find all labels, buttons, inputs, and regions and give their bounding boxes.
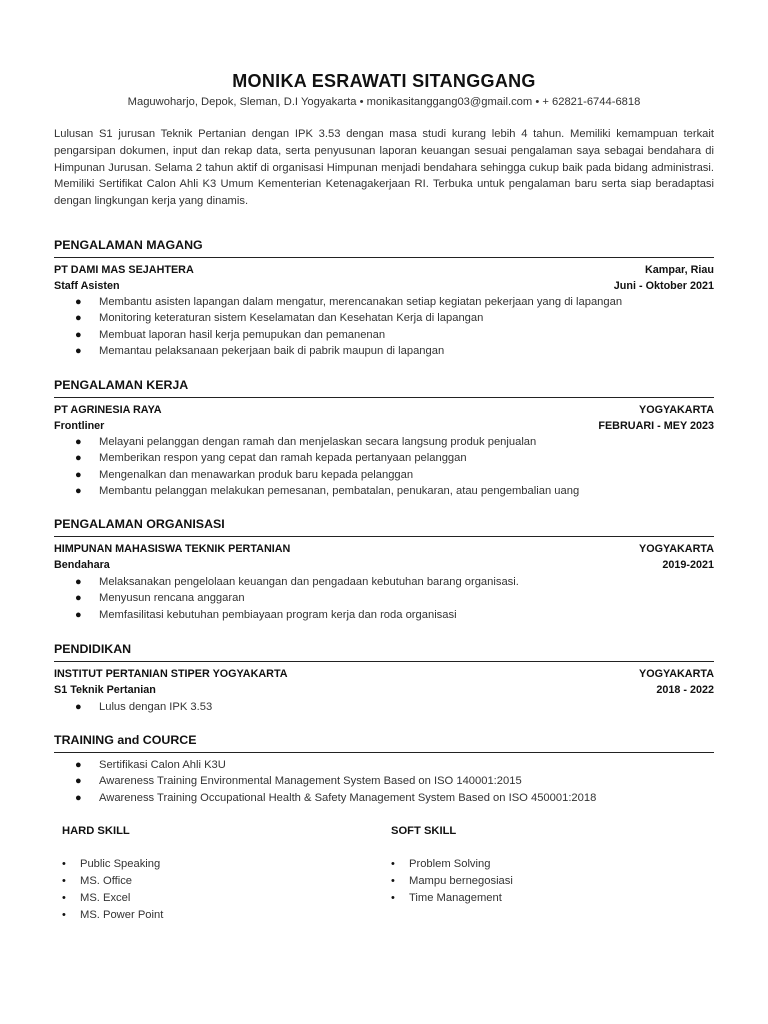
section-divider xyxy=(54,536,714,537)
section-title-kerja: PENGALAMAN KERJA xyxy=(54,378,189,392)
skill-item xyxy=(60,907,163,924)
bullet-icon: ● xyxy=(75,312,82,325)
skill-item xyxy=(60,873,163,890)
bullet-icon: • xyxy=(391,875,395,887)
list-item-text: Awareness Training Environmental Management System Based on ISO 140001:2015 xyxy=(99,775,522,788)
hard-skill-title: HARD SKILL xyxy=(62,825,130,837)
list-item-text: Awareness Training Occupational Health & Safety Management System Based on ISO 450001:2018 xyxy=(99,791,597,804)
list-item-text: Memberikan respon yang cepat dan ramah kepada pertanyaan pelanggan xyxy=(99,452,467,465)
organization-name: HIMPUNAN MAHASISWA TEKNIK PERTANIAN xyxy=(54,543,291,555)
bullet-icon: • xyxy=(62,892,66,904)
list-item xyxy=(54,574,714,590)
list-item xyxy=(54,434,714,450)
period: FEBRUARI - MEY 2023 xyxy=(598,420,714,432)
period: Juni - Oktober 2021 xyxy=(613,280,714,292)
list-item-text: Melaksanakan pengelolaan keuangan dan pengadaan kebutuhan barang organisasi. xyxy=(99,576,519,588)
location: YOGYAKARTA xyxy=(639,404,714,416)
list-item xyxy=(54,699,714,715)
list-item-text: Membuat laporan hasil kerja pemupukan dan pemanenan xyxy=(99,328,386,341)
list-item xyxy=(54,450,714,466)
skill-text: Public Speaking xyxy=(80,858,161,870)
bullet-list xyxy=(54,574,714,623)
bullet-icon: ● xyxy=(75,592,82,605)
bullet-list xyxy=(54,699,714,715)
bullet-icon: • xyxy=(62,858,66,870)
skill-text: MS. Power Point xyxy=(80,909,164,921)
section-title-organisasi: PENGALAMAN ORGANISASI xyxy=(54,517,225,531)
skill-item xyxy=(389,890,513,907)
bullet-list xyxy=(54,757,714,806)
location: YOGYAKARTA xyxy=(639,668,714,680)
section-title-magang: PENGALAMAN MAGANG xyxy=(54,238,203,252)
list-item xyxy=(54,590,714,606)
section-divider xyxy=(54,257,714,258)
period: 2018 - 2022 xyxy=(656,684,714,696)
period: 2019-2021 xyxy=(662,559,714,571)
soft-skill-list xyxy=(389,856,513,907)
section-title-training: TRAINING and COURCE xyxy=(54,733,197,747)
bullet-icon: • xyxy=(62,909,66,921)
list-item-text: Mengenalkan dan menawarkan produk baru kepada pelanggan xyxy=(99,468,414,481)
section-divider xyxy=(54,661,714,662)
organization-name: PT DAMI MAS SEJAHTERA xyxy=(54,264,194,276)
list-item-text: Membantu pelanggan melakukan pemesanan, pembatalan, penukaran, atau pengembalian uang xyxy=(99,485,580,498)
list-item xyxy=(54,483,714,499)
bullet-icon: ● xyxy=(75,701,82,713)
entry-subheader xyxy=(54,684,714,700)
bullet-icon: ● xyxy=(75,791,82,804)
list-item xyxy=(54,327,714,343)
bullet-icon: ● xyxy=(75,775,82,788)
skill-item xyxy=(60,890,163,907)
bullet-icon: ● xyxy=(75,485,82,498)
role: Staff Asisten xyxy=(54,280,120,292)
list-item-text: Memfasilitasi kebutuhan pembiayaan program kerja dan roda organisasi xyxy=(99,608,457,621)
soft-skill-title: SOFT SKILL xyxy=(391,825,457,837)
role: Frontliner xyxy=(54,420,105,432)
entry-header xyxy=(54,404,714,420)
list-item-text: Memantau pelaksanaan pekerjaan baik di pabrik maupun di lapangan xyxy=(99,345,445,358)
section-divider xyxy=(54,752,714,753)
bullet-icon: ● xyxy=(75,608,82,621)
skill-text: Mampu bernegosiasi xyxy=(409,875,513,887)
skill-text: MS. Excel xyxy=(80,892,131,904)
list-item-text: Sertifikasi Calon Ahli K3U xyxy=(99,759,226,771)
list-item xyxy=(54,310,714,326)
list-item xyxy=(54,607,714,623)
role: Bendahara xyxy=(54,559,110,571)
bullet-list xyxy=(54,294,714,360)
bullet-icon: ● xyxy=(75,576,82,588)
degree: S1 Teknik Pertanian xyxy=(54,684,156,696)
list-item xyxy=(54,343,714,359)
entry-header xyxy=(54,668,714,684)
bullet-icon: ● xyxy=(75,468,82,481)
entry-header xyxy=(54,264,714,280)
list-item-text: Melayani pelanggan dengan ramah dan menjelaskan secara langsung produk penjualan xyxy=(99,436,537,448)
bullet-icon: ● xyxy=(75,328,82,341)
list-item xyxy=(54,467,714,483)
skill-item xyxy=(389,856,513,873)
organization-name: PT AGRINESIA RAYA xyxy=(54,404,162,416)
bullet-icon: ● xyxy=(75,452,82,465)
list-item xyxy=(54,773,714,789)
contact-line: Maguwoharjo, Depok, Sleman, D.I Yogyakarta • monikasitanggang03@gmail.com • + 62821-6744-6818 xyxy=(127,96,641,108)
bullet-list xyxy=(54,434,714,500)
summary-paragraph: Lulusan S1 jurusan Teknik Pertanian dengan IPK 3.53 dengan masa studi kurang lebih 4 tahun. Memiliki kemampuan terkait pengarsipan dokumen, input dan rekap data, serta penyusunan laporan keuangan sesuai pengalaman saya sebagai bendahara di Himpunan Jurusan. Selama 2 tahun aktif di organisasi Himpunan menjadi bendahara sehingga cukup baik pada bidang administrasi. Memiliki Sertifikat Calon Ahli K3 Umum Kementerian Ketenagakerjaan RI. Terbuka untuk pengalaman baru serta siap beradaptasi dengan lingkungan kerja yang dinamis. xyxy=(54,128,714,208)
candidate-name: MONIKA ESRAWATI SITANGGANG xyxy=(232,71,536,91)
list-item xyxy=(54,757,714,773)
location: Kampar, Riau xyxy=(644,264,714,276)
bullet-icon: • xyxy=(62,875,66,887)
bullet-icon: • xyxy=(391,892,395,904)
organization-name: INSTITUT PERTANIAN STIPER YOGYAKARTA xyxy=(54,668,288,680)
entry-header xyxy=(54,543,714,559)
skill-item xyxy=(389,873,513,890)
location: YOGYAKARTA xyxy=(639,543,714,555)
list-item xyxy=(54,790,714,806)
skill-item xyxy=(60,856,163,873)
section-divider xyxy=(54,397,714,398)
bullet-icon: ● xyxy=(75,759,82,771)
section-title-pendidikan: PENDIDIKAN xyxy=(54,642,132,656)
skill-text: Problem Solving xyxy=(409,858,491,870)
bullet-icon: • xyxy=(391,858,395,870)
bullet-icon: ● xyxy=(75,345,82,358)
list-item-text: Membantu asisten lapangan dalam mengatur, merencanakan setiap kegiatan pekerjaan yang di lapangan xyxy=(99,296,623,308)
bullet-icon: ● xyxy=(75,436,82,448)
list-item-text: Lulus dengan IPK 3.53 xyxy=(99,701,213,713)
list-item-text: Monitoring keteraturan sistem Keselamatan dan Kesehatan Kerja di lapangan xyxy=(99,312,484,325)
entry-subheader xyxy=(54,559,714,575)
list-item-text: Menyusun rencana anggaran xyxy=(99,592,245,605)
skill-text: Time Management xyxy=(409,892,502,904)
skill-text: MS. Office xyxy=(80,875,133,887)
bullet-icon: ● xyxy=(75,296,82,308)
hard-skill-list xyxy=(60,856,163,924)
list-item xyxy=(54,294,714,310)
